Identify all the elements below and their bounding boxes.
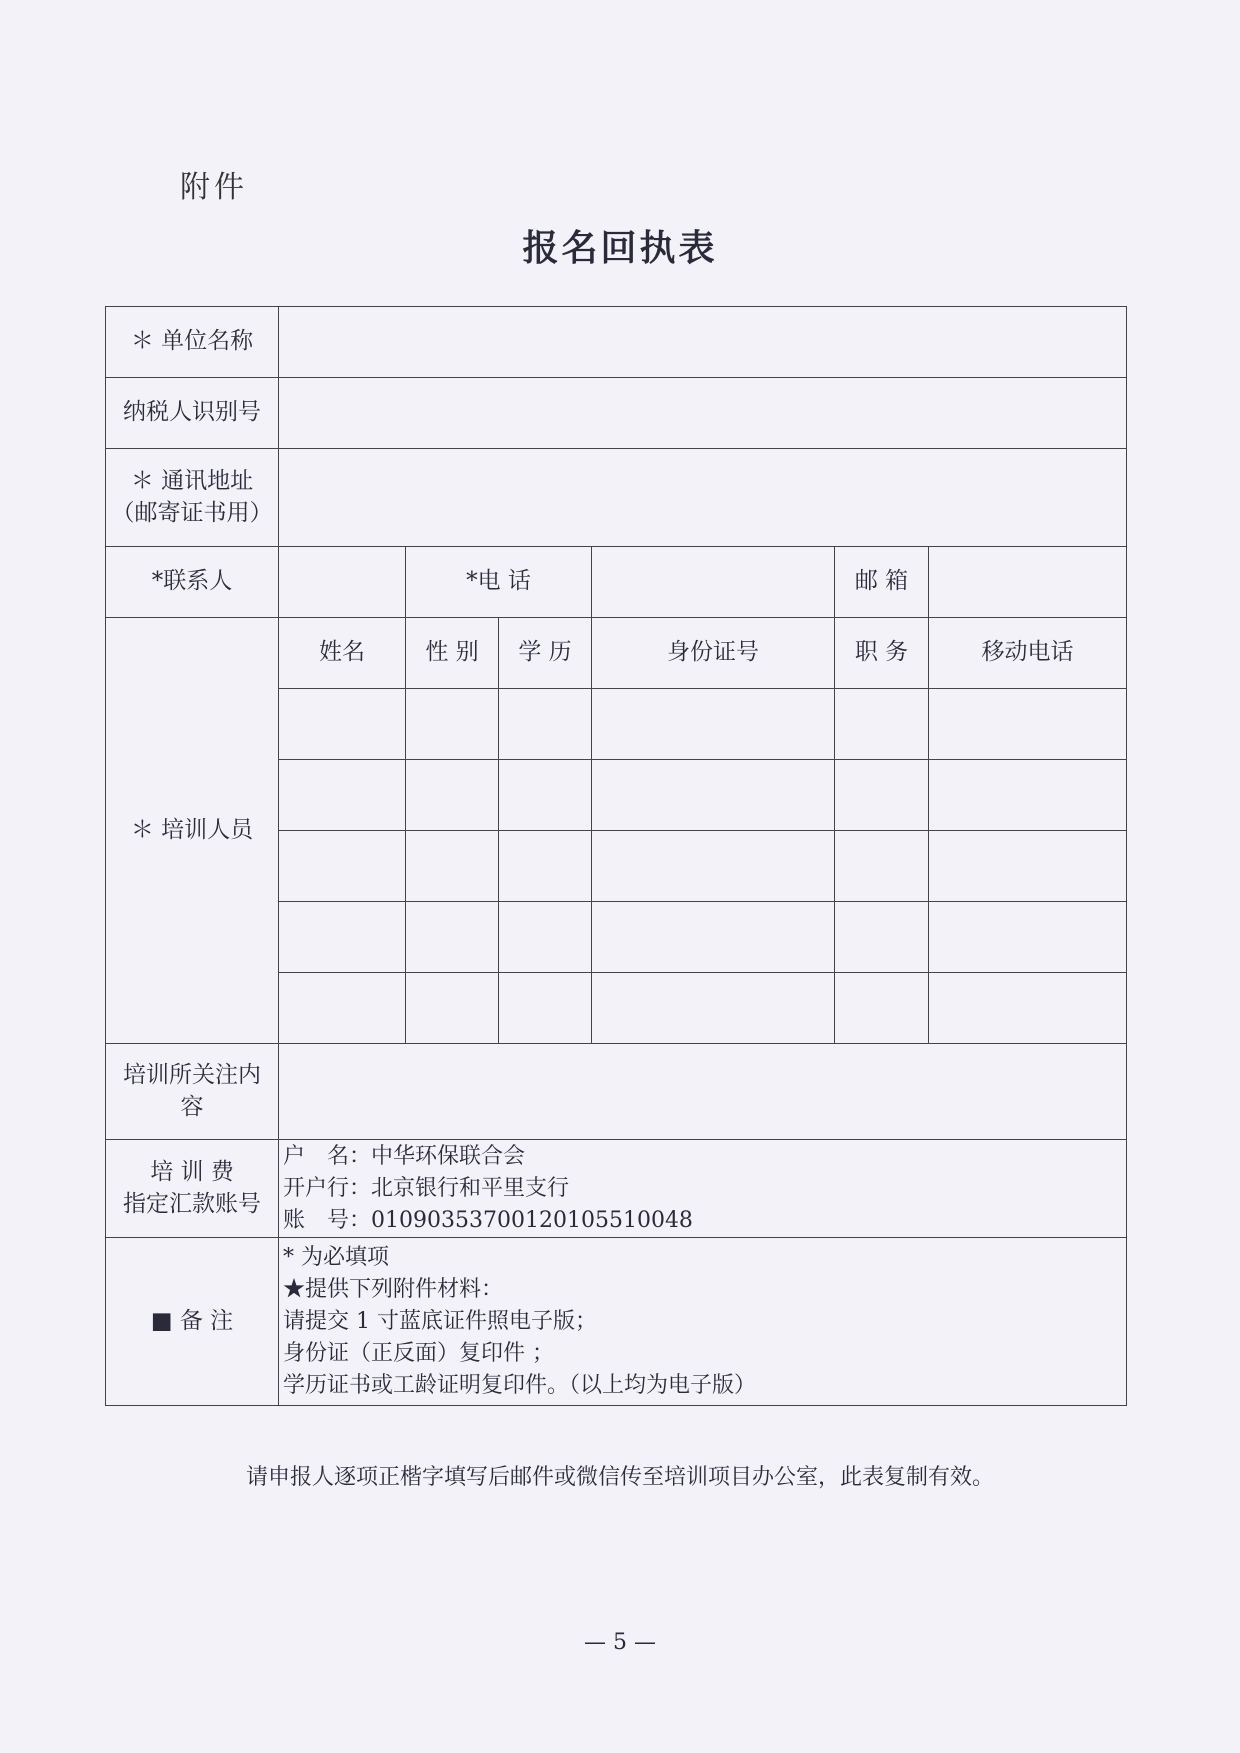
- label-address-line2: （邮寄证书用）: [111, 499, 273, 526]
- label-training-focus-line2: 容: [180, 1093, 204, 1120]
- remark-line: 身份证（正反面）复印件 ；: [283, 1340, 554, 1366]
- trainee-cell[interactable]: [499, 689, 592, 760]
- input-phone[interactable]: [592, 547, 835, 618]
- label-email: 邮 箱: [835, 547, 929, 618]
- trainee-cell[interactable]: [835, 760, 929, 831]
- account-bank: 开户行：北京银行和平里支行: [283, 1175, 570, 1201]
- label-tax-id: 纳税人识别号: [106, 378, 279, 449]
- label-phone: *电 话: [406, 547, 592, 618]
- page-number: — 5 —: [584, 1630, 656, 1655]
- header-name: 姓名: [279, 618, 406, 689]
- remark-line: 学历证书或工龄证明复印件。（以上均为电子版）: [283, 1372, 757, 1398]
- label-remarks: ■ 备 注: [106, 1238, 279, 1406]
- label-trainees: ＊ 培训人员: [106, 618, 279, 1044]
- input-training-focus[interactable]: [279, 1044, 1127, 1140]
- trainee-cell[interactable]: [406, 902, 499, 973]
- trainee-cell[interactable]: [499, 760, 592, 831]
- remarks-content: [279, 1238, 1127, 1406]
- remark-line: 请提交 1 寸蓝底证件照电子版；: [283, 1308, 597, 1334]
- trainee-cell[interactable]: [929, 973, 1127, 1044]
- label-unit-name: ＊ 单位名称: [106, 307, 279, 378]
- label-fee-line1: 培 训 费: [150, 1159, 234, 1186]
- header-education: 学 历: [499, 618, 592, 689]
- trainee-cell[interactable]: [592, 760, 835, 831]
- trainee-cell[interactable]: [929, 902, 1127, 973]
- trainee-cell[interactable]: [835, 973, 929, 1044]
- trainee-cell[interactable]: [835, 902, 929, 973]
- trainee-cell[interactable]: [835, 831, 929, 902]
- footnote: 请申报人逐项正楷字填写后邮件或微信传至培训项目办公室，此表复制有效。: [245, 1465, 994, 1490]
- label-fee-account: [106, 1140, 279, 1238]
- trainee-cell[interactable]: [406, 973, 499, 1044]
- trainee-cell[interactable]: [929, 831, 1127, 902]
- trainee-cell[interactable]: [592, 689, 835, 760]
- label-address: [106, 449, 279, 547]
- header-position: 职 务: [835, 618, 929, 689]
- form-title: 报名回执表: [522, 227, 718, 269]
- input-unit-name[interactable]: [279, 307, 1127, 378]
- trainee-cell[interactable]: [592, 902, 835, 973]
- trainee-cell[interactable]: [406, 831, 499, 902]
- trainee-cell[interactable]: [499, 973, 592, 1044]
- trainee-cell[interactable]: [835, 689, 929, 760]
- input-contact[interactable]: [279, 547, 406, 618]
- header-id-number: 身份证号: [592, 618, 835, 689]
- label-contact: *联系人: [106, 547, 279, 618]
- label-address-line1: ＊ 通讯地址: [130, 468, 254, 495]
- trainee-cell[interactable]: [279, 831, 406, 902]
- trainee-cell[interactable]: [279, 973, 406, 1044]
- trainee-cell[interactable]: [929, 689, 1127, 760]
- label-training-focus-line1: 培训所关注内: [123, 1062, 261, 1089]
- remark-line: * 为必填项: [283, 1244, 389, 1270]
- trainee-cell[interactable]: [279, 760, 406, 831]
- label-training-focus: [106, 1044, 279, 1140]
- trainee-cell[interactable]: [592, 973, 835, 1044]
- trainee-cell[interactable]: [499, 831, 592, 902]
- trainee-cell[interactable]: [406, 689, 499, 760]
- account-number: 账 号：01090353700120105510048: [283, 1207, 693, 1233]
- trainee-cell[interactable]: [592, 831, 835, 902]
- input-tax-id[interactable]: [279, 378, 1127, 449]
- registration-form-table: [105, 306, 1127, 1406]
- trainee-cell[interactable]: [279, 902, 406, 973]
- remark-line: ★提供下列附件材料：: [283, 1276, 504, 1302]
- input-address[interactable]: [279, 449, 1127, 547]
- input-email[interactable]: [929, 547, 1127, 618]
- trainee-cell[interactable]: [406, 760, 499, 831]
- trainee-cell[interactable]: [279, 689, 406, 760]
- attachment-label: 附件: [180, 170, 248, 205]
- header-mobile: 移动电话: [929, 618, 1127, 689]
- header-gender: 性 别: [406, 618, 499, 689]
- label-fee-line2: 指定汇款账号: [123, 1190, 261, 1217]
- account-info: [279, 1140, 1127, 1238]
- trainee-cell[interactable]: [499, 902, 592, 973]
- account-name: 户 名：中华环保联合会: [283, 1143, 526, 1169]
- trainee-cell[interactable]: [929, 760, 1127, 831]
